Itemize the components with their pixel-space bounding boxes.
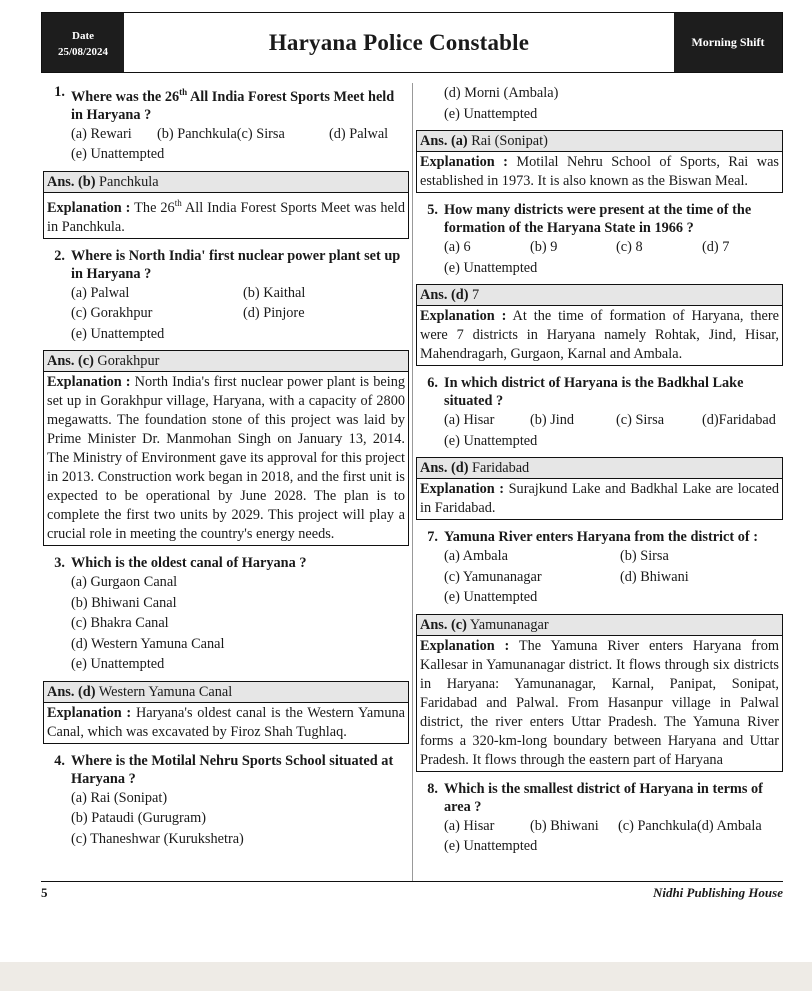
answer-value: Panchkula bbox=[95, 173, 159, 190]
question-number: 6. bbox=[427, 375, 438, 391]
date-box bbox=[42, 13, 124, 72]
question-text: In which district of Haryana is the Badkhal Lake situated ? bbox=[444, 375, 744, 409]
option-d: (d) Pinjore bbox=[243, 305, 305, 322]
option-d: (d) Palwal bbox=[329, 125, 389, 142]
option-b: (b) Sirsa bbox=[620, 548, 669, 564]
answer-value: Rai (Sonipat) bbox=[467, 133, 548, 149]
explanation-text: The Yamuna River enters Haryana from Kallesar in Yamunanagar district. It flows through six districts in Haryana: Yamunanagar, Karnal, Panipat, Sonipat, Faridabad and Palwal. From Hasanpur village in Palwal district, the river enters Uttar Pradesh. The Yamuna River forms a 320-km-long boundary between Haryana and Uttar Pradesh. It flows through the eastern part of Haryana bbox=[420, 637, 779, 768]
answer-line bbox=[417, 458, 782, 479]
explanation bbox=[44, 193, 408, 238]
option-e: (e) Unattempted bbox=[444, 589, 538, 605]
question-8 bbox=[416, 780, 783, 816]
answer-line bbox=[44, 682, 408, 703]
answer-box-1 bbox=[43, 171, 409, 239]
option-e: (e) Unattempted bbox=[444, 838, 538, 854]
question-text: Where is North India' first nuclear power plant set up in Haryana ? bbox=[71, 247, 401, 282]
option-e: (e) Unattempted bbox=[444, 259, 538, 276]
answer-line bbox=[417, 285, 782, 306]
question-number: 1. bbox=[54, 84, 65, 100]
question-number: 3. bbox=[54, 555, 65, 572]
options-7 bbox=[416, 546, 783, 608]
explanation-text: At the time of formation of Haryana, there were 7 districts in Haryana namely Rohtak, Jind, Hisar, Mahendragarh, Gurgaon, Karnal and Ambala. bbox=[420, 308, 779, 362]
options-5 bbox=[416, 237, 783, 278]
option-c: (c) Bhakra Canal bbox=[71, 615, 169, 632]
answer-box-3 bbox=[43, 681, 409, 744]
answer-label: Ans. (d) bbox=[420, 460, 469, 476]
option-e: (e) Unattempted bbox=[71, 325, 165, 342]
column-divider bbox=[412, 83, 413, 881]
question-6 bbox=[416, 374, 783, 410]
options-1 bbox=[43, 124, 409, 165]
options-4 bbox=[43, 788, 409, 850]
option-d: (d) Morni (Ambala) bbox=[444, 85, 559, 101]
option-a: (a) Hisar bbox=[444, 817, 495, 834]
answer-label: Ans. (d) bbox=[47, 683, 96, 700]
question-number: 4. bbox=[54, 752, 65, 769]
answer-box-6 bbox=[416, 457, 783, 520]
answer-label: Ans. (c) bbox=[47, 353, 94, 370]
answer-line bbox=[417, 615, 782, 636]
date-value: 25/08/2024 bbox=[57, 46, 109, 58]
superscript: th bbox=[174, 197, 182, 208]
explanation-label: Explanation : bbox=[47, 199, 131, 216]
option-b: (b) Pataudi (Gurugram) bbox=[71, 810, 206, 827]
answer-box-7 bbox=[416, 614, 783, 772]
left-column bbox=[43, 83, 409, 849]
option-b: (b) Jind bbox=[530, 412, 575, 428]
explanation-text: Motilal Nehru School of Sports, Rai was established in 1973. It is also known as the Biswan Meal. bbox=[420, 154, 779, 189]
option-c: (c) 8 bbox=[616, 239, 643, 255]
viewer-bottom-strip bbox=[0, 962, 812, 991]
answer-label: Ans. (c) bbox=[420, 616, 467, 633]
question-text: Which is the oldest canal of Haryana ? bbox=[71, 555, 307, 572]
option-b-c: (b) Panchkula(c) Sirsa bbox=[157, 125, 285, 142]
options-3 bbox=[43, 572, 409, 675]
explanation-label: Explanation : bbox=[47, 704, 132, 721]
question-text bbox=[71, 83, 409, 124]
answer-label: Ans. (d) bbox=[420, 287, 469, 303]
answer-box-4 bbox=[416, 130, 783, 193]
option-a: (a) Gurgaon Canal bbox=[71, 574, 178, 591]
answer-label: Ans. (a) bbox=[420, 133, 468, 149]
question-text: Where is the Motilal Nehru Sports School situated at Haryana ? bbox=[71, 752, 394, 787]
explanation bbox=[44, 703, 408, 743]
question-number: 7. bbox=[427, 529, 438, 545]
explanation-label: Explanation : bbox=[420, 154, 508, 170]
explanation-text: The 26 bbox=[130, 199, 175, 216]
question-text-part: Where was the 26 bbox=[71, 88, 180, 105]
answer-line bbox=[417, 131, 782, 152]
question-text: Yamuna River enters Haryana from the district of : bbox=[444, 529, 758, 545]
option-b: (b) Bhiwani bbox=[530, 817, 599, 834]
explanation bbox=[417, 636, 782, 771]
answer-box-2 bbox=[43, 350, 409, 546]
options-6 bbox=[416, 410, 783, 451]
option-b: (b) Kaithal bbox=[243, 284, 306, 301]
explanation-label: Explanation : bbox=[420, 308, 507, 324]
question-text: Which is the smallest district of Haryana in terms of area ? bbox=[444, 780, 763, 815]
explanation bbox=[417, 306, 782, 365]
answer-line bbox=[44, 351, 408, 372]
answer-box-5 bbox=[416, 284, 783, 366]
page-header bbox=[41, 12, 783, 73]
page-title: Haryana Police Constable bbox=[268, 29, 530, 55]
option-c: (c) Yamunanagar bbox=[444, 568, 542, 585]
question-7 bbox=[416, 528, 783, 546]
explanation-text: Haryana's oldest canal is the Western Yamuna Canal, which was excavated by Firoz Shah Tughlaq. bbox=[47, 704, 405, 740]
option-e: (e) Unattempted bbox=[444, 105, 538, 122]
option-d: (d) Bhiwani bbox=[620, 568, 689, 585]
option-c: (c) Gorakhpur bbox=[71, 305, 153, 322]
shift-badge: Morning Shift bbox=[674, 13, 782, 72]
explanation-text: All India Forest Sports Meet was held in Panchkula. bbox=[47, 199, 406, 235]
explanation-text: North India's first nuclear power plant is being set up in Gorakhpur village, Haryana, with a capacity of 2800 megawatts. The foundation stone of this project was laid by Prime Minister Dr. Manmohan Singh on January 13, 2014. The Ministry of Environment gave its approval for this project in 2013. Construction work began in 2018, and the first unit is expected to be operational by June 2028. The plan is to complete the first two units by 2029. This project will play a crucial role in meeting the country's energy needs. bbox=[47, 374, 405, 543]
option-b: (b) 9 bbox=[530, 239, 558, 255]
explanation-text: Surajkund Lake and Badkhal Lake are located in Faridabad. bbox=[420, 481, 779, 516]
right-column bbox=[416, 83, 783, 857]
question-5 bbox=[416, 201, 783, 237]
answer-value: 7 bbox=[468, 287, 480, 303]
answer-value: Western Yamuna Canal bbox=[95, 683, 233, 700]
answer-value: Faridabad bbox=[468, 460, 530, 476]
question-number: 2. bbox=[54, 247, 65, 264]
option-b: (b) Bhiwani Canal bbox=[71, 594, 177, 611]
question-number: 5. bbox=[427, 202, 438, 218]
explanation-label: Explanation : bbox=[420, 637, 510, 654]
explanation-label: Explanation : bbox=[47, 374, 131, 391]
option-a: (a) Rai (Sonipat) bbox=[71, 789, 168, 806]
option-d: (d) Western Yamuna Canal bbox=[71, 635, 225, 652]
option-d: (d)Faridabad bbox=[702, 412, 776, 428]
option-e: (e) Unattempted bbox=[71, 146, 165, 163]
question-text: How many districts were present at the time of the formation of the Haryana State in 1966 ? bbox=[444, 202, 752, 236]
explanation bbox=[44, 372, 408, 545]
answer-line bbox=[44, 172, 408, 193]
question-3 bbox=[43, 554, 409, 572]
answer-value: Gorakhpur bbox=[93, 353, 160, 370]
question-1 bbox=[43, 83, 409, 124]
publisher-name: Nidhi Publishing House bbox=[652, 885, 783, 900]
explanation bbox=[417, 152, 782, 192]
option-e: (e) Unattempted bbox=[71, 656, 165, 673]
explanation bbox=[417, 479, 782, 519]
superscript: th bbox=[179, 87, 188, 97]
options-4-continued bbox=[416, 83, 783, 124]
question-4 bbox=[43, 752, 409, 788]
date-label: Date bbox=[72, 30, 94, 42]
options-2 bbox=[43, 283, 409, 345]
question-text-part: All India Forest Sports Meet held in Haryana ? bbox=[71, 88, 395, 123]
option-e: (e) Unattempted bbox=[444, 432, 538, 449]
question-number: 8. bbox=[427, 780, 438, 797]
answer-label: Ans. (b) bbox=[47, 173, 96, 190]
option-a: (a) 6 bbox=[444, 239, 471, 255]
explanation-label: Explanation : bbox=[420, 481, 505, 497]
options-8 bbox=[416, 816, 783, 857]
option-a: (a) Palwal bbox=[71, 284, 130, 301]
option-a: (a) Ambala bbox=[444, 548, 508, 564]
answer-value: Yamunanagar bbox=[466, 616, 549, 633]
option-a: (a) Rewari bbox=[71, 125, 132, 142]
option-c: (c) Sirsa bbox=[616, 412, 665, 428]
option-d: (d) 7 bbox=[702, 239, 730, 255]
question-2 bbox=[43, 247, 409, 283]
option-c: (c) Thaneshwar (Kurukshetra) bbox=[71, 830, 244, 847]
option-a: (a) Hisar bbox=[444, 412, 495, 428]
option-c-d: (c) Panchkula(d) Ambala bbox=[618, 817, 762, 834]
page-footer bbox=[41, 881, 783, 902]
page-number: 5 bbox=[41, 885, 48, 900]
